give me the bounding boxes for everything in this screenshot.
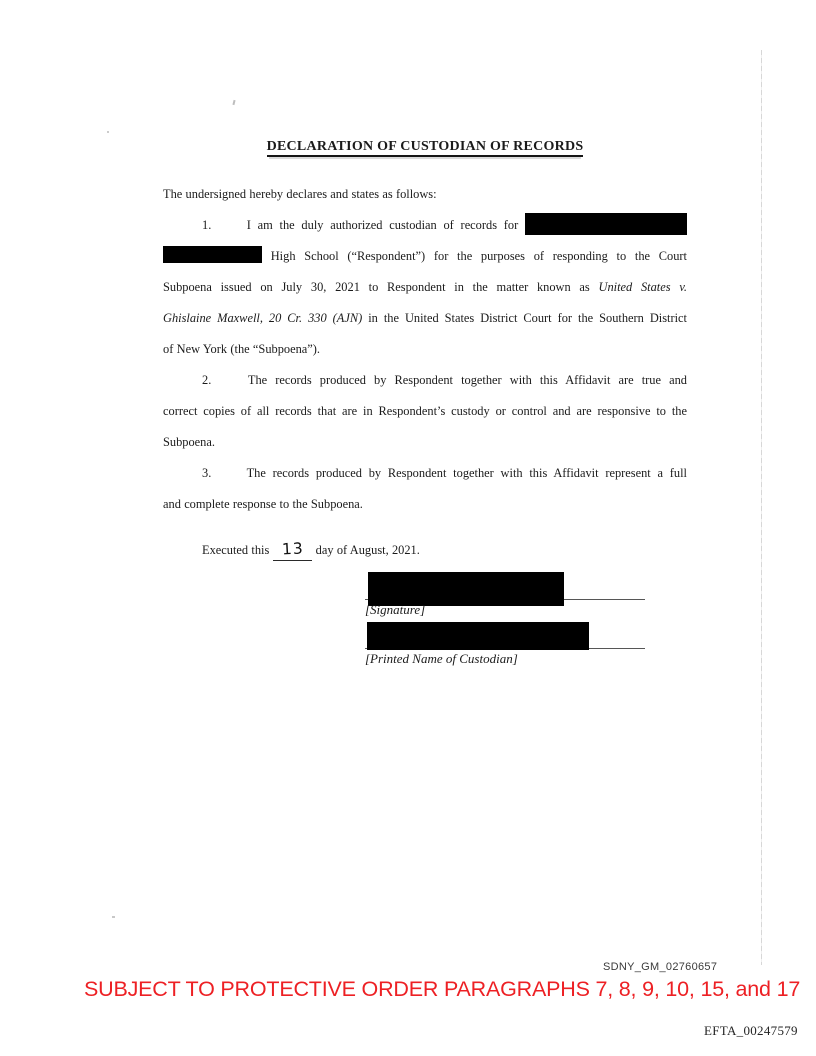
protective-order-stamp: SUBJECT TO PROTECTIVE ORDER PARAGRAPHS 7, 8, 9, 10, 15, and 17 [84, 977, 801, 1001]
para-1-line-2 [163, 241, 687, 272]
para-3-line-2 [163, 489, 687, 520]
scan-speck [232, 100, 235, 105]
para-1-line-5 [163, 334, 687, 365]
para-3-line-2-text: and complete response to the Subpoena. [163, 497, 363, 511]
para-2-line-1-text: The records produced by Respondent together with this Affidavit are true and [247, 373, 687, 387]
redaction-box-signature [368, 572, 564, 606]
scan-speck [112, 916, 115, 918]
para-2-line-3-text: Subpoena. [163, 435, 215, 449]
intro-line [163, 179, 687, 210]
para-2-line-2-text: correct copies of all records that are in Respondent’s custody or control and are responsive to the [163, 404, 687, 418]
para-2-line-3 [163, 427, 687, 458]
para-2-line-1 [163, 365, 687, 396]
execution-prefix: Executed this [202, 543, 270, 557]
execution-line [163, 535, 687, 566]
para-2-number: 2. [202, 373, 212, 387]
bates-number-top: SDNY_GM_02760657 [603, 961, 718, 973]
printed-name-label: [Printed Name of Custodian] [365, 651, 518, 666]
document-title [163, 137, 687, 158]
para-1-line-1-text: I am the duly authorized custodian of records for [246, 218, 519, 232]
document-title-text: DECLARATION OF CUSTODIAN OF RECORDS [267, 139, 584, 157]
para-1-line-4-text: in the United States District Court for the Southern District [368, 311, 687, 325]
handwritten-day: 13 [281, 539, 304, 559]
para-1-line-3-text: Subpoena issued on July 30, 2021 to Respondent in the matter known as [163, 280, 599, 294]
redaction-box-school-name-1 [525, 213, 687, 235]
document-body [163, 137, 687, 566]
scan-speck [107, 131, 109, 133]
execution-suffix: day of August, 2021. [315, 543, 420, 557]
para-3-line-1 [163, 458, 687, 489]
para-1-line-1 [163, 210, 687, 241]
para-3-number: 3. [202, 466, 212, 480]
para-1-line-3 [163, 272, 687, 303]
case-name-part-1: United States v. [598, 280, 687, 294]
intro-text: The undersigned hereby declares and states as follows: [163, 187, 437, 201]
para-1-line-5-text: of New York (the “Subpoena”). [163, 342, 321, 356]
para-1-line-4 [163, 303, 687, 334]
execution-day-blank [273, 540, 313, 561]
redaction-box-printed-name [367, 622, 589, 650]
para-1-number: 1. [202, 218, 212, 232]
bates-number-bottom: EFTA_00247579 [704, 1023, 798, 1038]
para-2-line-2 [163, 396, 687, 427]
para-3-line-1-text: The records produced by Respondent together with this Affidavit represent a full [246, 466, 687, 480]
case-name-part-2: Ghislaine Maxwell, 20 Cr. 330 (AJN) [163, 311, 369, 325]
redaction-box-school-name-2 [163, 246, 262, 263]
para-1-line-2-text: High School (“Respondent”) for the purposes of responding to the Court [270, 249, 687, 263]
scan-edge-line-artifact [761, 50, 762, 965]
signature-label: [Signature] [365, 602, 426, 617]
